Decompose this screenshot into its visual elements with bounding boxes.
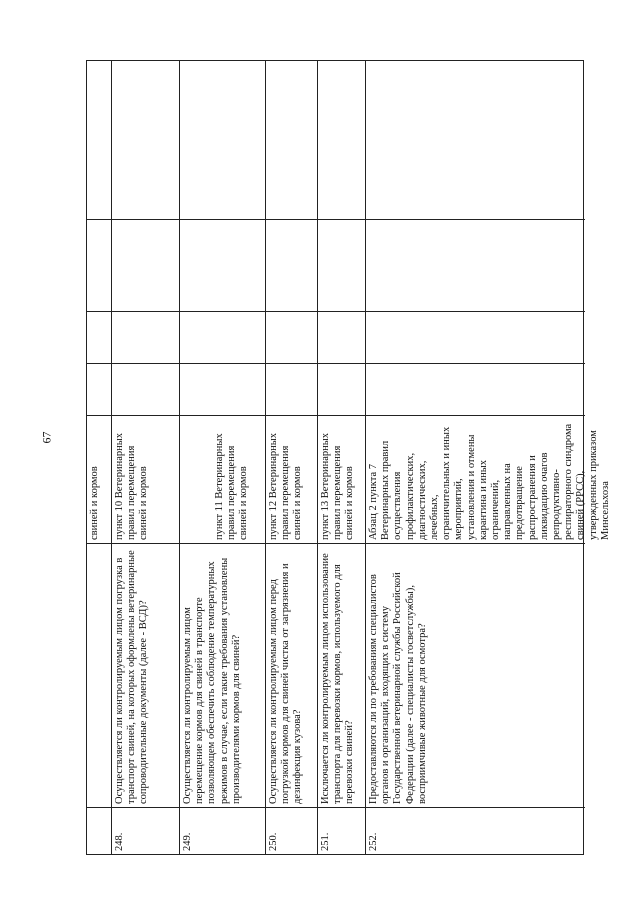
question-cell: Предоставляются ли по требованиям специалистов органов и организаций, входящих в систему Государственной ветеринарной службы Российской Федерации (далее - специалисты госветслужбы), восприимчивые животные для осмотра?: [366, 544, 585, 808]
answer-no-cell: [266, 312, 317, 364]
answer-na-cell: [266, 220, 317, 312]
answer-na-cell: [366, 220, 585, 312]
comment-cell: [112, 59, 179, 220]
requirement-cell: пункт 11 Ветеринарных правил перемещения свиней и кормов: [180, 416, 265, 544]
comment-cell: [87, 59, 111, 220]
table-row: [365, 61, 611, 854]
answer-na-cell: [87, 220, 111, 312]
row-number-cell: 252.: [368, 832, 379, 851]
requirement-cell: пункт 10 Ветеринарных правил перемещения свиней и кормов: [112, 416, 179, 544]
answer-yes-cell: [366, 364, 585, 416]
answer-no-cell: [180, 312, 265, 364]
answer-no-cell: [87, 312, 111, 364]
row-number-cell: 248.: [114, 832, 125, 851]
question-cell: [87, 544, 111, 808]
requirement-cell: пункт 13 Ветеринарных правил перемещения свиней и кормов: [318, 416, 365, 544]
answer-yes-cell: [87, 364, 111, 416]
row-number-cell: [87, 808, 111, 854]
question-cell: Осуществляется ли контролируемым лицом перемещение кормов для свиней в транспорте позволяющем обеспечить соблюдение температурных режимов в случае, если такие требования установлены производителями кормов для свиней?: [180, 544, 265, 808]
row-number-cell: 249.: [182, 832, 193, 851]
answer-yes-cell: [318, 364, 365, 416]
comment-cell: [266, 59, 317, 220]
table-row: [87, 61, 111, 854]
answer-yes-cell: [180, 364, 265, 416]
question-cell: Осуществляется ли контролируемым лицом погрузка в транспорт свиней, на которых оформлены ветеринарные сопроводительные документы (далее - ВСД)?: [112, 544, 179, 808]
row-number-cell: 251.: [320, 832, 331, 851]
answer-no-cell: [318, 312, 365, 364]
answer-no-cell: [112, 312, 179, 364]
requirement-cell: Абзац 2 пункта 7 Ветеринарных правил осуществления профилактических, диагностических, лечебных, ограничительных и иных мероприятий, установления и отмены карантина и иных ограничений, направленных на предотвращение распространения и ликвидацию очагов репродуктивно-респираторного синдрома свиней (РРСС), утвержденных приказом Минсельхоза: [366, 416, 585, 544]
checklist-table: [86, 60, 611, 855]
comment-cell: [366, 59, 585, 220]
answer-yes-cell: [266, 364, 317, 416]
requirement-cell: свиней и кормов: [87, 416, 111, 544]
row-number-cell: 250.: [268, 832, 279, 851]
answer-na-cell: [180, 220, 265, 312]
comment-cell: [318, 59, 365, 220]
table-row: [265, 61, 317, 854]
answer-na-cell: [318, 220, 365, 312]
answer-yes-cell: [112, 364, 179, 416]
table-frame: [86, 60, 611, 855]
question-cell: Осуществляется ли контролируемым лицом перед погрузкой кормов для свиней чистка от загрязнения и дезинфекция кузова?: [266, 544, 317, 808]
answer-na-cell: [112, 220, 179, 312]
table-row: [111, 61, 179, 854]
table-row: [179, 61, 265, 854]
page-number: 67: [39, 431, 54, 444]
requirement-cell: пункт 12 Ветеринарных правил перемещения свиней и кормов: [266, 416, 317, 544]
question-cell: Исключается ли контролируемым лицом использование транспорта для перевозки кормов, используемого для перевозки свиней?: [318, 544, 365, 808]
table-row: [317, 61, 365, 854]
comment-cell: [180, 59, 265, 220]
answer-no-cell: [366, 312, 585, 364]
